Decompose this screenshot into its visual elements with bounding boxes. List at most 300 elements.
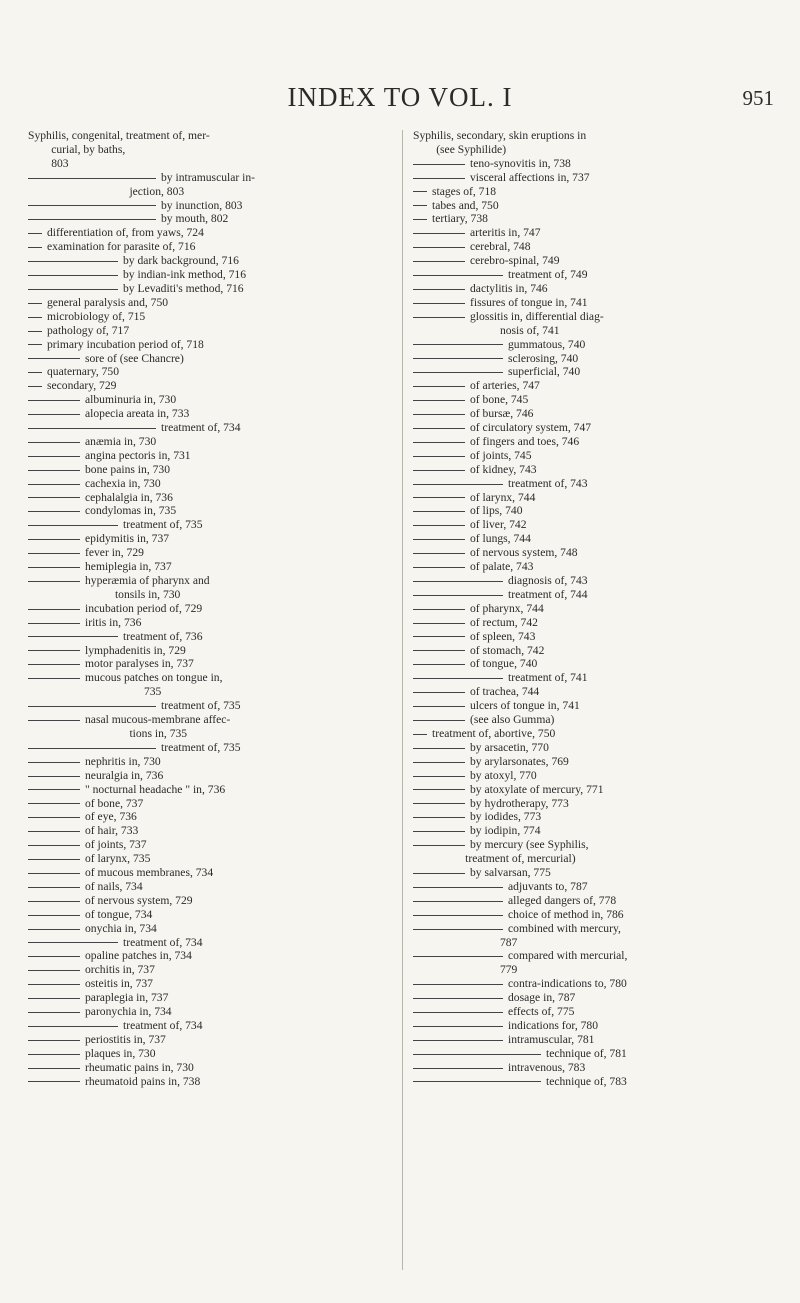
index-entry-text: by atoxyl, 770 — [470, 768, 537, 782]
index-entry-text: osteitis in, 737 — [85, 977, 153, 991]
index-entry-text: of nervous system, 748 — [470, 546, 578, 560]
index-entry — [28, 393, 390, 407]
repeat-dash — [413, 1054, 541, 1055]
repeat-dash — [413, 178, 465, 179]
repeat-dash — [28, 831, 80, 832]
repeat-dash — [28, 1054, 80, 1055]
index-entry-text: periostitis in, 737 — [85, 1032, 166, 1046]
index-entry — [413, 922, 783, 936]
index-entry-text: hemiplegia in, 737 — [85, 560, 172, 574]
repeat-dash — [413, 776, 465, 777]
repeat-dash — [28, 762, 80, 763]
index-entry-text: nephritis in, 730 — [85, 754, 161, 768]
index-entry — [413, 838, 783, 852]
index-entry — [28, 282, 390, 296]
repeat-dash — [413, 650, 465, 651]
repeat-dash — [413, 1040, 503, 1041]
index-entry-text: treatment of, 735 — [161, 740, 241, 754]
index-entry — [413, 936, 783, 950]
index-entry — [413, 1061, 783, 1075]
index-entry — [28, 199, 390, 213]
index-entry — [28, 741, 390, 755]
repeat-dash — [28, 331, 42, 332]
index-entry-text: of tongue, 740 — [470, 657, 538, 671]
index-entry-text: treatment of, 743 — [508, 476, 588, 490]
index-entry-text: mucous patches on tongue in, — [85, 671, 223, 685]
repeat-dash — [413, 386, 465, 387]
repeat-dash — [28, 497, 80, 498]
index-entry — [413, 894, 783, 908]
index-entry-text: tertiary, 738 — [432, 212, 488, 226]
index-entry — [413, 157, 783, 171]
repeat-dash — [413, 664, 465, 665]
index-entry-text: effects of, 775 — [508, 1005, 575, 1019]
repeat-dash — [28, 303, 42, 304]
index-entry — [28, 602, 390, 616]
index-entry-text: superficial, 740 — [508, 365, 581, 379]
index-entry-text: of nervous system, 729 — [85, 893, 193, 907]
repeat-dash — [28, 748, 156, 749]
index-entry-text: secondary, 729 — [47, 379, 117, 393]
repeat-dash — [28, 289, 118, 290]
index-entry — [413, 602, 783, 616]
index-entry-text: teno-synovitis in, 738 — [470, 156, 571, 170]
index-entry-text: examination for parasite of, 716 — [47, 240, 196, 254]
repeat-dash — [28, 859, 80, 860]
index-entry-text: (see Syphilide) — [413, 142, 507, 156]
index-entry-text: fever in, 729 — [85, 546, 144, 560]
index-entry — [413, 977, 783, 991]
index-entry — [28, 866, 390, 880]
repeat-dash — [28, 915, 80, 916]
repeat-dash — [28, 817, 80, 818]
repeat-dash — [28, 470, 80, 471]
index-entry — [28, 435, 390, 449]
repeat-dash — [28, 956, 80, 957]
index-entry — [28, 769, 390, 783]
repeat-dash — [28, 901, 80, 902]
index-entry — [413, 949, 783, 963]
index-entry-text: gummatous, 740 — [508, 337, 586, 351]
index-entry — [28, 491, 390, 505]
index-entry — [413, 1033, 783, 1047]
index-entry-text: dactylitis in, 746 — [470, 281, 548, 295]
index-entry-text: of larynx, 735 — [85, 852, 151, 866]
repeat-dash — [413, 623, 465, 624]
repeat-dash — [28, 219, 156, 220]
repeat-dash — [28, 511, 80, 512]
index-entry-text: contra-indications to, 780 — [508, 977, 627, 991]
repeat-dash — [28, 664, 80, 665]
repeat-dash — [413, 497, 465, 498]
index-entry-text: by inunction, 803 — [161, 198, 243, 212]
index-entry-text: by indian-ink method, 716 — [123, 268, 247, 282]
repeat-dash — [28, 789, 80, 790]
index-entry-text: treatment of, 744 — [508, 587, 588, 601]
index-entry — [28, 254, 390, 268]
index-entry — [28, 838, 390, 852]
repeat-dash — [413, 831, 465, 832]
index-entry-text: treatment of, 735 — [123, 518, 203, 532]
index-entry — [413, 908, 783, 922]
index-entry — [28, 880, 390, 894]
index-entry — [28, 783, 390, 797]
index-entry-text: treatment of, 734 — [123, 935, 203, 949]
index-entry-text: treatment of, 734 — [123, 1019, 203, 1032]
index-entry — [28, 324, 390, 338]
index-entry — [413, 866, 783, 880]
index-entry — [28, 171, 390, 185]
index-entry-text: of kidney, 743 — [470, 462, 537, 476]
index-entry — [28, 143, 390, 157]
index-entry — [413, 824, 783, 838]
index-entry-text: treatment of, mercurial) — [413, 852, 576, 866]
index-entry — [413, 560, 783, 574]
index-entry — [413, 991, 783, 1005]
index-entry-text: dosage in, 787 — [508, 991, 576, 1005]
index-entry — [413, 755, 783, 769]
repeat-dash — [413, 233, 465, 234]
index-entry-text: of palate, 743 — [470, 560, 534, 574]
index-entry-text: of nails, 734 — [85, 879, 143, 893]
index-entry — [413, 296, 783, 310]
index-entry — [28, 1019, 390, 1033]
repeat-dash — [28, 650, 80, 651]
index-entry-text: of trachea, 744 — [470, 685, 540, 699]
index-entry — [28, 129, 390, 143]
index-entry-text: choice of method in, 786 — [508, 907, 624, 921]
index-entry — [413, 783, 783, 797]
index-entry — [28, 310, 390, 324]
index-entry — [413, 254, 783, 268]
index-entry — [413, 685, 783, 699]
index-entry-text: 779 — [413, 963, 518, 977]
index-entry — [28, 671, 390, 685]
repeat-dash — [413, 984, 503, 985]
index-entry-text: tions in, 735 — [28, 726, 188, 740]
index-entry — [28, 755, 390, 769]
index-entry — [413, 769, 783, 783]
index-entry-text: of tongue, 734 — [85, 907, 153, 921]
repeat-dash — [28, 1012, 80, 1013]
repeat-dash — [28, 1026, 118, 1027]
repeat-dash — [28, 970, 80, 971]
index-entry-text: by iodides, 773 — [470, 810, 542, 824]
index-entry-text: of joints, 745 — [470, 448, 532, 462]
index-entry — [28, 532, 390, 546]
index-entry — [28, 699, 390, 713]
index-entry-text: iritis in, 736 — [85, 615, 142, 629]
repeat-dash — [413, 1026, 503, 1027]
index-entry-text: pathology of, 717 — [47, 323, 130, 337]
repeat-dash — [28, 525, 118, 526]
index-entry-text: indications for, 780 — [508, 1019, 599, 1032]
repeat-dash — [28, 484, 80, 485]
page-title: INDEX TO VOL. I — [287, 82, 513, 112]
index-entry-text: by atoxylate of mercury, 771 — [470, 782, 604, 796]
repeat-dash — [28, 1081, 80, 1082]
repeat-dash — [413, 845, 465, 846]
index-entry — [413, 546, 783, 560]
repeat-dash — [28, 456, 80, 457]
repeat-dash — [413, 484, 503, 485]
index-entry-text: Syphilis, secondary, skin eruptions in — [413, 129, 587, 142]
index-entry-text: by arsacetin, 770 — [470, 740, 549, 754]
index-entry — [28, 685, 390, 699]
index-entry-text: of pharynx, 744 — [470, 601, 544, 615]
index-entry — [413, 574, 783, 588]
index-entry — [413, 588, 783, 602]
index-entry — [28, 616, 390, 630]
repeat-dash — [413, 887, 503, 888]
index-entry-text: general paralysis and, 750 — [47, 295, 169, 309]
repeat-dash — [413, 456, 465, 457]
index-entry-text: cachexia in, 730 — [85, 476, 161, 490]
repeat-dash — [413, 525, 465, 526]
index-entry-text: microbiology of, 715 — [47, 309, 146, 323]
index-entry — [28, 588, 390, 602]
index-entry-text: fissures of tongue in, 741 — [470, 295, 588, 309]
repeat-dash — [413, 219, 427, 220]
index-entry-text: compared with mercurial, — [508, 949, 628, 963]
index-entry-text: of larynx, 744 — [470, 490, 536, 504]
index-entry — [413, 463, 783, 477]
repeat-dash — [28, 998, 80, 999]
index-entry-text: of bursæ, 746 — [470, 407, 534, 421]
repeat-dash — [413, 372, 503, 373]
index-entry-text: adjuvants to, 787 — [508, 879, 588, 893]
index-entry — [413, 324, 783, 338]
repeat-dash — [413, 414, 465, 415]
index-entry — [28, 797, 390, 811]
repeat-dash — [28, 803, 80, 804]
index-entry-text: onychia in, 734 — [85, 921, 157, 935]
index-entry-text: treatment of, 749 — [508, 268, 588, 282]
repeat-dash — [413, 998, 503, 999]
repeat-dash — [413, 929, 503, 930]
index-entry — [413, 407, 783, 421]
repeat-dash — [28, 845, 80, 846]
index-entry — [28, 546, 390, 560]
index-entry — [413, 852, 783, 866]
index-entry — [28, 908, 390, 922]
index-entry-text: treatment of, 741 — [508, 671, 588, 685]
index-entry — [413, 644, 783, 658]
index-entry — [413, 713, 783, 727]
index-entry-text: of eye, 736 — [85, 810, 137, 824]
index-entry-text: of joints, 737 — [85, 838, 147, 852]
repeat-dash — [28, 539, 80, 540]
repeat-dash — [413, 470, 465, 471]
repeat-dash — [28, 1068, 80, 1069]
repeat-dash — [413, 915, 503, 916]
index-entry-text: cerebro-spinal, 749 — [470, 254, 560, 268]
index-entry — [28, 226, 390, 240]
index-entry-text: differentiation of, from yaws, 724 — [47, 226, 204, 240]
page-header — [0, 82, 800, 122]
repeat-dash — [28, 609, 80, 610]
index-entry — [28, 185, 390, 199]
index-entry — [413, 143, 783, 157]
index-entry-text: by hydrotherapy, 773 — [470, 796, 569, 810]
index-entry — [28, 212, 390, 226]
index-entry-text: Syphilis, congenital, treatment of, mer- — [28, 129, 210, 142]
index-entry-text: by mouth, 802 — [161, 212, 229, 226]
repeat-dash — [413, 636, 465, 637]
index-entry-text: orchitis in, 737 — [85, 963, 155, 977]
repeat-dash — [28, 275, 118, 276]
index-entry — [28, 1005, 390, 1019]
repeat-dash — [413, 317, 465, 318]
index-entry-text: lymphadenitis in, 729 — [85, 643, 186, 657]
repeat-dash — [413, 595, 503, 596]
repeat-dash — [28, 261, 118, 262]
repeat-dash — [28, 942, 118, 943]
repeat-dash — [28, 553, 80, 554]
index-entry-text: treatment of, abortive, 750 — [432, 726, 556, 740]
repeat-dash — [28, 581, 80, 582]
index-entry-text: primary incubation period of, 718 — [47, 337, 204, 351]
index-entry-text: 735 — [28, 685, 162, 699]
index-entry-text: motor paralyses in, 737 — [85, 657, 194, 671]
repeat-dash — [28, 567, 80, 568]
index-entry — [413, 1005, 783, 1019]
repeat-dash — [413, 191, 427, 192]
index-entry-text: (see also Gumma) — [470, 713, 555, 727]
index-entry — [413, 741, 783, 755]
index-entry-text: anæmia in, 730 — [85, 434, 157, 448]
index-entry-text: angina pectoris in, 731 — [85, 448, 191, 462]
index-entry — [28, 365, 390, 379]
index-column-left — [28, 129, 390, 1089]
index-entry — [413, 199, 783, 213]
index-entry — [28, 894, 390, 908]
index-entry-text: plaques in, 730 — [85, 1046, 156, 1060]
index-entry — [413, 477, 783, 491]
index-entry — [28, 991, 390, 1005]
index-entry — [413, 379, 783, 393]
index-entry-text: diagnosis of, 743 — [508, 574, 588, 587]
index-entry — [413, 699, 783, 713]
index-entry — [413, 630, 783, 644]
repeat-dash — [413, 720, 465, 721]
index-entry — [413, 1047, 783, 1061]
index-entry — [28, 977, 390, 991]
repeat-dash — [413, 873, 465, 874]
repeat-dash — [413, 817, 465, 818]
index-entry-text: tonsils in, 730 — [28, 587, 181, 601]
repeat-dash — [413, 789, 465, 790]
repeat-dash — [413, 567, 465, 568]
repeat-dash — [28, 720, 80, 721]
repeat-dash — [413, 400, 465, 401]
index-entry-text: of mucous membranes, 734 — [85, 866, 214, 880]
index-entry-text: condylomas in, 735 — [85, 504, 177, 518]
index-entry — [413, 435, 783, 449]
index-entry — [28, 518, 390, 532]
index-entry — [28, 1061, 390, 1075]
index-entry-text: cerebral, 748 — [470, 240, 531, 254]
index-entry-text: rheumatoid pains in, 738 — [85, 1074, 201, 1088]
index-entry — [28, 338, 390, 352]
index-entry-text: epidymitis in, 737 — [85, 532, 170, 546]
index-entry — [28, 824, 390, 838]
index-entry-text: neuralgia in, 736 — [85, 768, 164, 782]
index-entry — [413, 268, 783, 282]
index-entry — [413, 1075, 783, 1089]
index-entry — [28, 379, 390, 393]
repeat-dash — [413, 1012, 503, 1013]
index-entry — [413, 616, 783, 630]
index-entry-text: 803 — [28, 156, 69, 170]
index-entry-text: ulcers of tongue in, 741 — [470, 699, 580, 713]
index-entry-text: by iodipin, 774 — [470, 824, 541, 838]
index-entry-text: hyperæmia of pharynx and — [85, 574, 210, 587]
index-entry — [413, 671, 783, 685]
index-entry-text: sclerosing, 740 — [508, 351, 579, 365]
repeat-dash — [413, 261, 465, 262]
page-number: 951 — [742, 86, 774, 110]
repeat-dash — [413, 303, 465, 304]
repeat-dash — [28, 233, 42, 234]
index-entry — [28, 852, 390, 866]
index-entry-text: of bone, 737 — [85, 796, 144, 810]
index-entry-text: stages of, 718 — [432, 184, 497, 198]
repeat-dash — [413, 553, 465, 554]
index-entry — [413, 810, 783, 824]
index-entry — [413, 880, 783, 894]
index-entry — [413, 532, 783, 546]
repeat-dash — [413, 289, 465, 290]
repeat-dash — [28, 247, 42, 248]
repeat-dash — [413, 748, 465, 749]
index-entry-text: alopecia areata in, 733 — [85, 407, 190, 421]
index-entry — [28, 574, 390, 588]
index-entry-text: jection, 803 — [28, 184, 185, 198]
index-entry-text: by dark background, 716 — [123, 254, 239, 268]
index-entry — [413, 1019, 783, 1033]
repeat-dash — [28, 873, 80, 874]
repeat-dash — [28, 205, 156, 206]
index-entry-text: " nocturnal headache " in, 736 — [85, 782, 226, 796]
index-entry — [28, 1033, 390, 1047]
index-entry — [28, 296, 390, 310]
index-entry — [28, 157, 390, 171]
index-entry-text: intramuscular, 781 — [508, 1032, 595, 1046]
index-entry-text: treatment of, 734 — [161, 421, 241, 435]
repeat-dash — [413, 956, 503, 957]
repeat-dash — [413, 344, 503, 345]
index-entry — [413, 491, 783, 505]
repeat-dash — [413, 692, 465, 693]
index-entry-text: albuminuria in, 730 — [85, 393, 177, 407]
repeat-dash — [28, 636, 118, 637]
index-entry-text: glossitis in, differential diag- — [470, 309, 604, 323]
repeat-dash — [413, 734, 427, 735]
index-entry — [28, 949, 390, 963]
index-entry — [413, 657, 783, 671]
index-entry — [28, 449, 390, 463]
index-entry — [413, 797, 783, 811]
index-entry — [28, 630, 390, 644]
index-entry — [413, 310, 783, 324]
index-entry-text: arteritis in, 747 — [470, 226, 541, 240]
index-entry-text: combined with mercury, — [508, 921, 621, 935]
index-entry-text: rheumatic pains in, 730 — [85, 1060, 194, 1074]
index-entry — [413, 727, 783, 741]
repeat-dash — [28, 372, 42, 373]
index-entry — [28, 268, 390, 282]
